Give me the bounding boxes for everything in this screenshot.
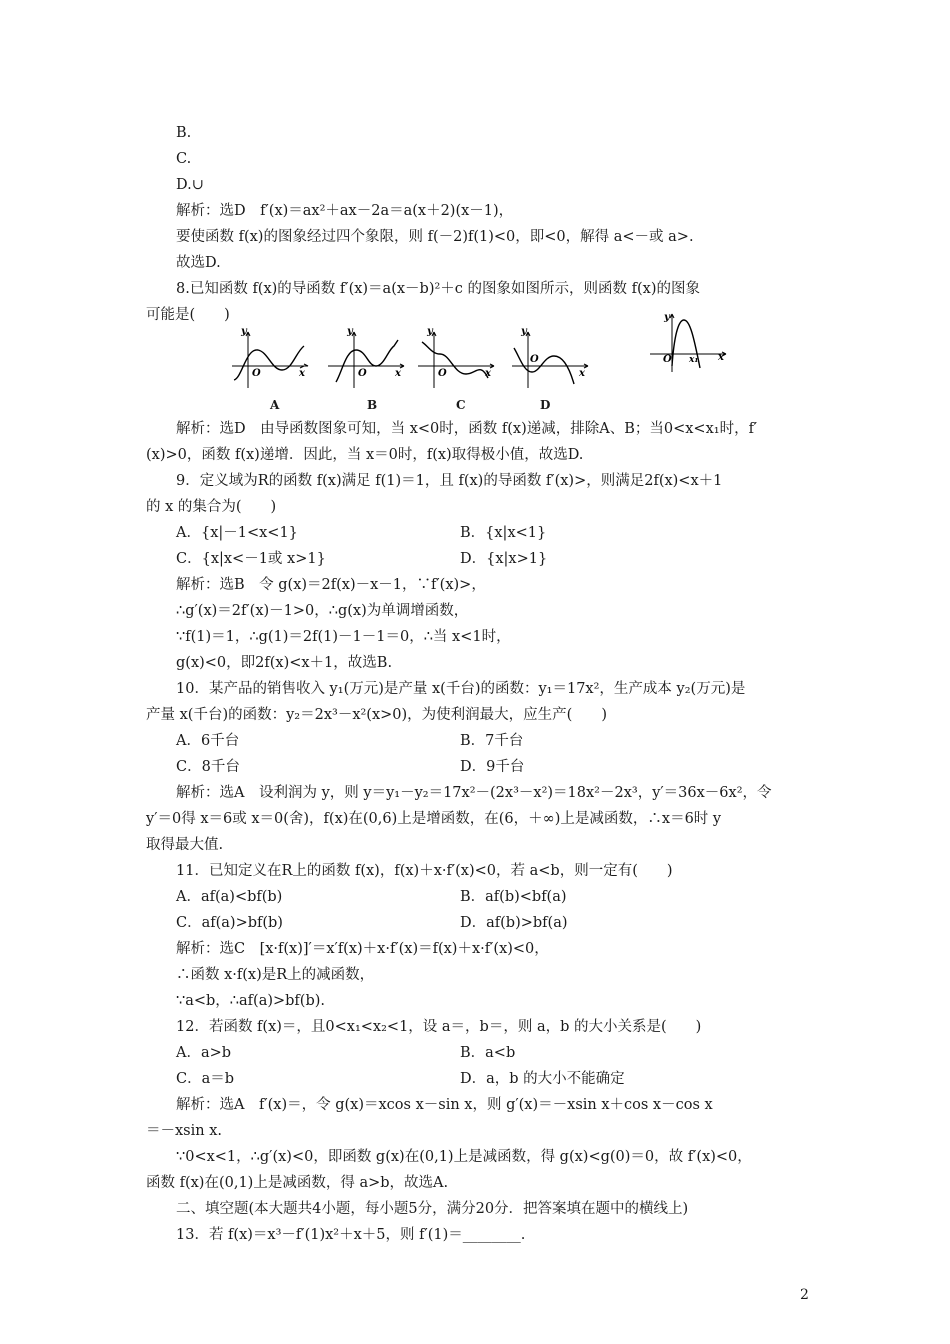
solution-q12-line1: 解析：选A f′(x)＝，令 g(x)＝xcos x－sin x，则 g′(x)＝－xsin x＋cos x－cos x (176, 1097, 713, 1113)
solution-q11-line1: 解析：选C [x·f(x)]′＝x′f(x)＋x·f′(x)＝f(x)＋x·f′(x)<0， (176, 941, 549, 957)
axis-x-label: x (579, 368, 585, 379)
q11-option-d: D．af(b)>bf(a) (460, 915, 568, 931)
question-10-line2: 产量 x(千台)的函数：y₂＝2x³－x²(x>0)，为使利润最大，应生产( ) (146, 707, 607, 723)
q10-option-a: A．6千台 (176, 733, 240, 749)
question-10-line1: 10．某产品的销售收入 y₁(万元)是产量 x(千台)的函数：y₁＝17x²，生产成本 y₂(万元)是 (176, 681, 746, 697)
solution-q10-line2: y′＝0得 x＝6或 x＝0(舍)，f(x)在(0,6)上是增函数，在(6，＋∞)上是减函数，∴x＝6时 y (146, 811, 722, 827)
axis-y-label: y (664, 312, 670, 323)
axis-y-label: y (521, 326, 527, 337)
solution-q8-line2: (x)>0，函数 f(x)递增．因此，当 x＝0时，f(x)取得极小值，故选D. (146, 447, 584, 463)
solution-q9-line1: 解析：选B 令 g(x)＝2f(x)－x－1，∵f′(x)>， (176, 577, 486, 593)
q9-option-c: C．{x|x<－1或 x>1} (176, 551, 326, 567)
q9-option-d: D．{x|x>1} (460, 551, 548, 567)
question-12: 12．若函数 f(x)＝，且0<x₁<x₂<1，设 a＝，b＝，则 a，b 的大小关系是( ) (176, 1019, 702, 1035)
question-8-line1: 8.已知函数 f(x)的导函数 f′(x)＝a(x－b)²＋c 的图象如图所示，则函数 f(x)的图象 (176, 281, 700, 297)
q9-option-b: B．{x|x<1} (460, 525, 547, 541)
section-2-heading: 二、填空题(本大题共4小题，每小题5分，满分20分．把答案填在题中的横线上) (176, 1201, 689, 1217)
solution-q9-line2: ∴g′(x)＝2f′(x)－1>0，∴g(x)为单调增函数， (176, 603, 469, 619)
q11-option-b: B．af(b)<bf(a) (460, 889, 567, 905)
graph-label-c: C (456, 398, 466, 412)
solution-q11-line3: ∵a<b，∴af(a)>bf(b). (176, 993, 326, 1009)
graph-label-a: A (270, 398, 280, 412)
q10-option-c: C．8千台 (176, 759, 240, 775)
solution-q8-line1: 解析：选D 由导函数图象可知，当 x<0时，函数 f(x)递减，排除A、B；当0<x<x₁时，f′ (176, 421, 758, 437)
question-9-line1: 9．定义域为R的函数 f(x)满足 f(1)＝1，且 f(x)的导函数 f′(x)>，则满足2f(x)<x＋1 (176, 473, 723, 489)
graph-option-b (324, 322, 410, 392)
solution-q10-line3: 取得最大值. (146, 837, 224, 853)
option-b-q7: B. (176, 125, 192, 141)
solution-q12-line2: ＝－xsin x. (146, 1123, 222, 1139)
q12-option-c: C．a＝b (176, 1071, 235, 1087)
q12-option-b: B．a<b (460, 1045, 516, 1061)
question-13: 13．若 f(x)＝x³－f′(1)x²＋x＋5，则 f′(1)＝________. (176, 1227, 526, 1243)
option-c-q7: C. (176, 151, 192, 167)
option-d-q7: D.∪ (176, 177, 204, 193)
graph-option-d (508, 322, 594, 392)
graph-label-b: B (367, 398, 378, 412)
question-9-line2: 的 x 的集合为( ) (146, 499, 277, 515)
solution-q12-line3: ∵0<x<1，∴g′(x)<0，即函数 g(x)在(0,1)上是减函数，得 g(x)<g(0)＝0，故 f′(x)<0， (176, 1149, 752, 1165)
question-11: 11．已知定义在R上的函数 f(x)，f(x)＋x·f′(x)<0，若 a<b，则一定有( ) (176, 863, 673, 879)
origin-label: O (530, 354, 539, 365)
q11-option-a: A．af(a)<bf(b) (176, 889, 283, 905)
solution-q9-line4: g(x)<0，即2f(x)<x＋1，故选B. (176, 655, 393, 671)
q11-option-c: C．af(a)>bf(b) (176, 915, 283, 931)
q10-option-b: B．7千台 (460, 733, 524, 749)
solution-q7-line3: 故选D. (176, 255, 221, 271)
solution-q7-line2: 要使函数 f(x)的图象经过四个象限，则 f(－2)f(1)<0，即<0，解得 a<－或 a>. (176, 229, 694, 245)
q12-option-d: D．a，b 的大小不能确定 (460, 1071, 625, 1087)
origin-label: O (358, 368, 367, 379)
axis-x-label: x (299, 368, 305, 379)
axis-x-label: x (485, 368, 491, 379)
q12-option-a: A．a>b (176, 1045, 232, 1061)
q10-option-d: D．9千台 (460, 759, 525, 775)
q9-option-a: A．{x|－1<x<1} (176, 525, 298, 541)
axis-x-label: x (718, 352, 724, 363)
solution-q12-line4: 函数 f(x)在(0,1)上是减函数，得 a>b，故选A. (146, 1175, 449, 1191)
graph-option-c (414, 322, 500, 392)
root-label: x₁ (689, 355, 699, 365)
graph-option-a (228, 322, 314, 392)
axis-x-label: x (395, 368, 401, 379)
solution-q9-line3: ∵f(1)＝1，∴g(1)＝2f(1)－1－1＝0，∴当 x<1时， (176, 629, 511, 645)
derivative-graph (646, 308, 736, 374)
solution-q11-line2: ∴函数 x·f(x)是R上的减函数， (176, 967, 375, 983)
solution-q7-line1: 解析：选D f′(x)＝ax²＋ax－2a＝a(x＋2)(x－1)， (176, 203, 514, 219)
origin-label: O (438, 368, 447, 379)
axis-y-label: y (241, 326, 247, 337)
solution-q10-line1: 解析：选A 设利润为 y，则 y＝y₁－y₂＝17x²－(2x³－x²)＝18x²－2x³，y′＝36x－6x²，令 (176, 785, 772, 801)
axis-y-label: y (347, 326, 353, 337)
question-8-line2: 可能是( ) (146, 307, 230, 323)
page-number: 2 (800, 1287, 809, 1303)
graph-label-d: D (540, 398, 551, 412)
origin-label: O (663, 354, 672, 365)
origin-label: O (252, 368, 261, 379)
axis-y-label: y (427, 326, 433, 337)
